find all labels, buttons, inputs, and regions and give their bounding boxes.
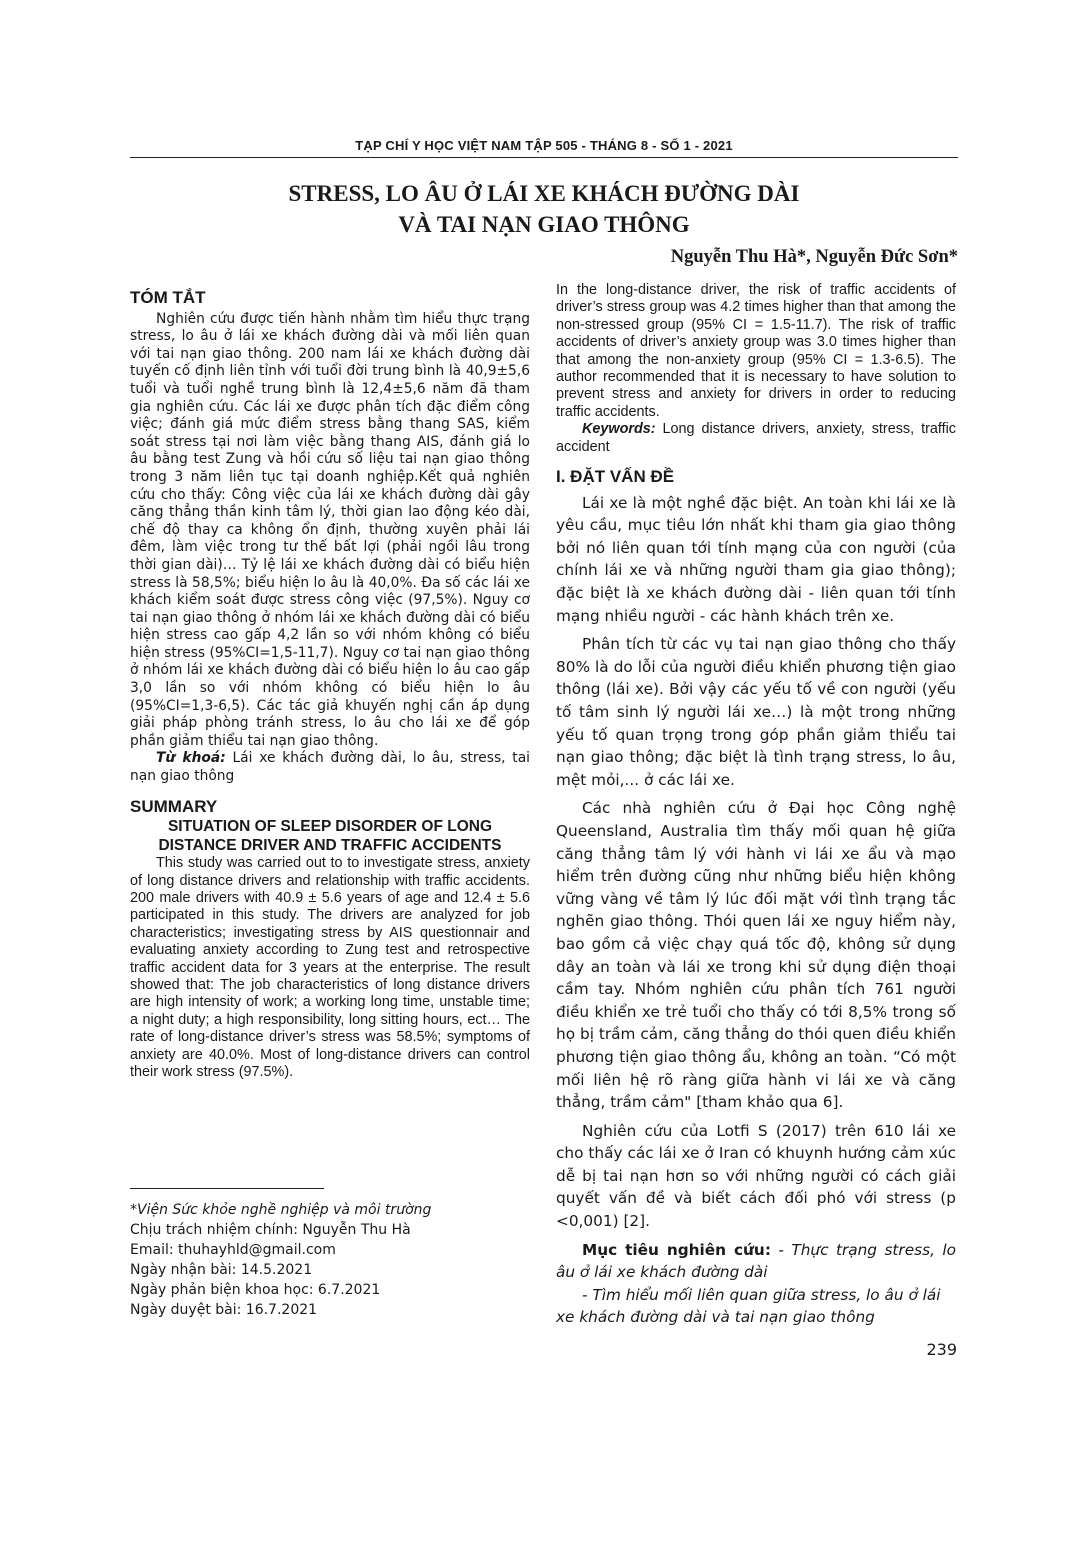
objective-2: - Tìm hiểu mối liên quan giữa stress, lo âu ở lái xe khách đường dài và tai nạn giao thông <box>556 1285 941 1327</box>
tomtat-heading: TÓM TẮT <box>130 288 206 307</box>
summary-title <box>130 817 530 855</box>
summary-title-line-1: SITUATION OF SLEEP DISORDER OF LONG <box>167 818 493 836</box>
summary-title-line-2: DISTANCE DRIVER AND TRAFFIC ACCIDENTS <box>158 837 502 855</box>
footnote-responsible: Chịu trách nhiệm chính: Nguyễn Thu Hà <box>130 1222 411 1238</box>
title-line-1: STRESS, LO ÂU Ở LÁI XE KHÁCH ĐƯỜNG DÀI <box>288 181 800 206</box>
right-column <box>556 282 956 1329</box>
summary-keywords <box>556 421 956 456</box>
authors: Nguyễn Thu Hà*, Nguyễn Đức Sơn* <box>670 247 958 267</box>
footnote-rule <box>130 1188 324 1189</box>
footnotes <box>130 1200 530 1320</box>
tomtat-keywords-label: Từ khoá: <box>156 750 226 767</box>
tomtat-keywords <box>130 750 530 785</box>
footnote-received: Ngày nhận bài: 14.5.2021 <box>130 1262 313 1278</box>
section-1-body <box>556 492 956 1329</box>
tomtat-keywords-text: Lái xe khách đường dài, lo âu, stress, tai nạn giao thông <box>130 750 530 785</box>
footnote-affiliation: *Viện Sức khỏe nghề nghiệp và môi trường <box>130 1202 432 1218</box>
journal-header: TẠP CHÍ Y HỌC VIỆT NAM TẬP 505 - THÁNG 8 - SỐ 1 - 2021 <box>355 138 733 153</box>
section-1-paragraph: Các nhà nghiên cứu ở Đại học Công nghệ Queensland, Australia tìm thấy mối quan hệ giữa căng thẳng tâm lý với hành vi lái xe ẩu và mạo hiểm trên đường cũng như những biểu hiện không vững vàng về tâm lý lúc đối mặt với tình trạng tắc nghẽn giao thông. Thói quen lái xe nguy hiểm này, bao gồm cả việc chạy quá tốc độ, không sử dụng dây an toàn và lái xe trong khi sử dụng điện thoại cầm tay. Nhóm nghiên cứu phân tích 761 người điều khiển xe trẻ tuổi cho thấy có tới 8,5% trong số họ bị trầm cảm, căng thẳng do thói quen điều khiển phương tiện giao thông ẩu, không an toàn. “Có một mối liên hệ rõ ràng giữa hành vi lái xe và căng thẳng, trầm cảm" [tham khảo qua 6]. <box>556 799 956 1112</box>
section-1-heading: I. ĐẶT VẤN ĐỀ <box>556 467 675 487</box>
section-1-paragraph: Phân tích từ các vụ tai nạn giao thông cho thấy 80% là do lỗi của người điều khiển phương tiện giao thông (lái xe). Bởi vậy các yếu tố về con người (yếu tố tâm sinh lý người lái xe…) là một trong những yếu tố quan trọng trong góp phần giảm thiểu tai nạn giao thông; đặc biệt là tình trạng stress, lo âu, mệt mỏi,... ở các lái xe. <box>556 635 956 789</box>
objective-label: Mục tiêu nghiên cứu: <box>582 1240 771 1259</box>
objective-1: - Thực trạng stress, lo âu ở lái xe khách đường dài <box>556 1240 956 1282</box>
title-line-2: VÀ TAI NẠN GIAO THÔNG <box>398 212 690 237</box>
footnote-reviewed: Ngày phản biện khoa học: 6.7.2021 <box>130 1282 381 1298</box>
footnote-accepted: Ngày duyệt bài: 16.7.2021 <box>130 1302 318 1318</box>
summary-body: This study was carried out to to investigate stress, anxiety of long distance drivers and relationship with traffic accidents. 200 male drivers with 40.9 ± 5.6 years of age and 12.4 ± 5.6 participated in this study. The drivers are analyzed for job characteristics; investigating stress by AIS questionnair and evaluating anxiety according to Zung test and retrospective traffic accident data for 3 years at the enterprise. The result showed that: The job characteristics of long distance drivers are high intensity of work; a working long time, unstable time; a night duty; a high responsibility, long sitting hours, ect… The rate of long-distance driver’s stress was 58.5%; symptoms of anxiety are 40.0%. Most of long-distance drivers can control their work stress (97.5%). <box>130 855 530 1081</box>
summary-keywords-text: Long distance drivers, anxiety, stress, traffic accident <box>556 421 956 455</box>
article-title <box>130 178 958 240</box>
summary-heading: SUMMARY <box>130 796 218 816</box>
objective-paragraph <box>556 1239 956 1284</box>
page-number: 239 <box>926 1340 957 1359</box>
section-1-paragraph: Lái xe là một nghề đặc biệt. An toàn khi lái xe là yêu cầu, mục tiêu lớn nhất khi tham gia giao thông bởi nó liên quan tới tính mạng của con người (của chính lái xe và những người tham gia giao thông); đặc biệt là xe khách đường dài - liên quan tới tính mạng nhiều người - các hành khách trên xe. <box>556 493 956 625</box>
left-column <box>130 285 530 1082</box>
summary-body-continued: In the long-distance driver, the risk of traffic accidents of driver’s stress group was 4.2 times higher than that among the non-stressed group (95% CI = 1.5-11.7). The risk of traffic accidents of driver’s anxiety group was 3.0 times higher than that among the non-anxiety group (95% CI = 1.3-6.5). The author recommended that it is necessary to have solution to prevent stress and anxiety for drivers in order to reducing traffic accidents. <box>556 282 956 420</box>
summary-keywords-label: Keywords: <box>582 421 656 438</box>
section-1-paragraph: Nghiên cứu của Lotfi S (2017) trên 610 lái xe cho thấy các lái xe ở Iran có khuynh hướng cảm xúc dễ bị tai nạn hơn so với những người có cách giải quyết vấn đề và biết cách đối phó với stress (p <0,001) [2]. <box>556 1121 956 1231</box>
footnote-email: Email: thuhayhld@gmail.com <box>130 1242 336 1258</box>
header-rule <box>130 157 958 158</box>
tomtat-body: Nghiên cứu được tiến hành nhằm tìm hiểu thực trạng stress, lo âu ở lái xe khách đường dài và mối liên quan với tai nạn giao thông. 200 nam lái xe khách đường dài tuyến cố định liên tỉnh với tuổi đời trung bình là 40,9±5,6 tuổi và tuổi nghề trung bình là 12,4±5,6 năm đã tham gia nghiên cứu. Các lái xe được phân tích đặc điểm công việc; đánh giá mức điểm stress bằng thang SAS, kiểm soát stress tại nơi làm việc bằng thang AIS, đánh giá lo âu bằng test Zung và hồi cứu số liệu tai nạn giao thông trong 3 năm liên tục tại doanh nghiệp.Kết quả nghiên cứu cho thấy: Công việc của lái xe khách đường dài gây căng thẳng thần kinh tâm lý, thời gian lao động kéo dài, chế độ thay ca không ổn định, thường xuyên phải lái đêm, làm việc trong tư thế bất lợi (phải ngồi lâu trong thời gian dài)… Tỷ lệ lái xe khách đường dài có biểu hiện stress là 58,5%; biểu hiện lo âu là 40,0%. Đa số các lái xe khách kiểm soát được stress công việc (97,5%). Nguy cơ tai nạn giao thông ở nhóm lái xe khách đường dài có biểu hiện stress cao gấp 4,2 lần so với nhóm không có biểu hiện stress (95%CI=1,5-11,7). Nguy cơ tai nạn giao thông ở nhóm lái xe khách đường dài có biểu hiện lo âu cao gấp 3,0 lần so với nhóm không có biểu hiện lo âu (95%CI=1,3-6,5). Các tác giả khuyến nghị cần áp dụng giải pháp phòng tránh stress, lo âu cho lái xe để góp phần giảm thiểu tai nạn giao thông. <box>130 310 530 749</box>
